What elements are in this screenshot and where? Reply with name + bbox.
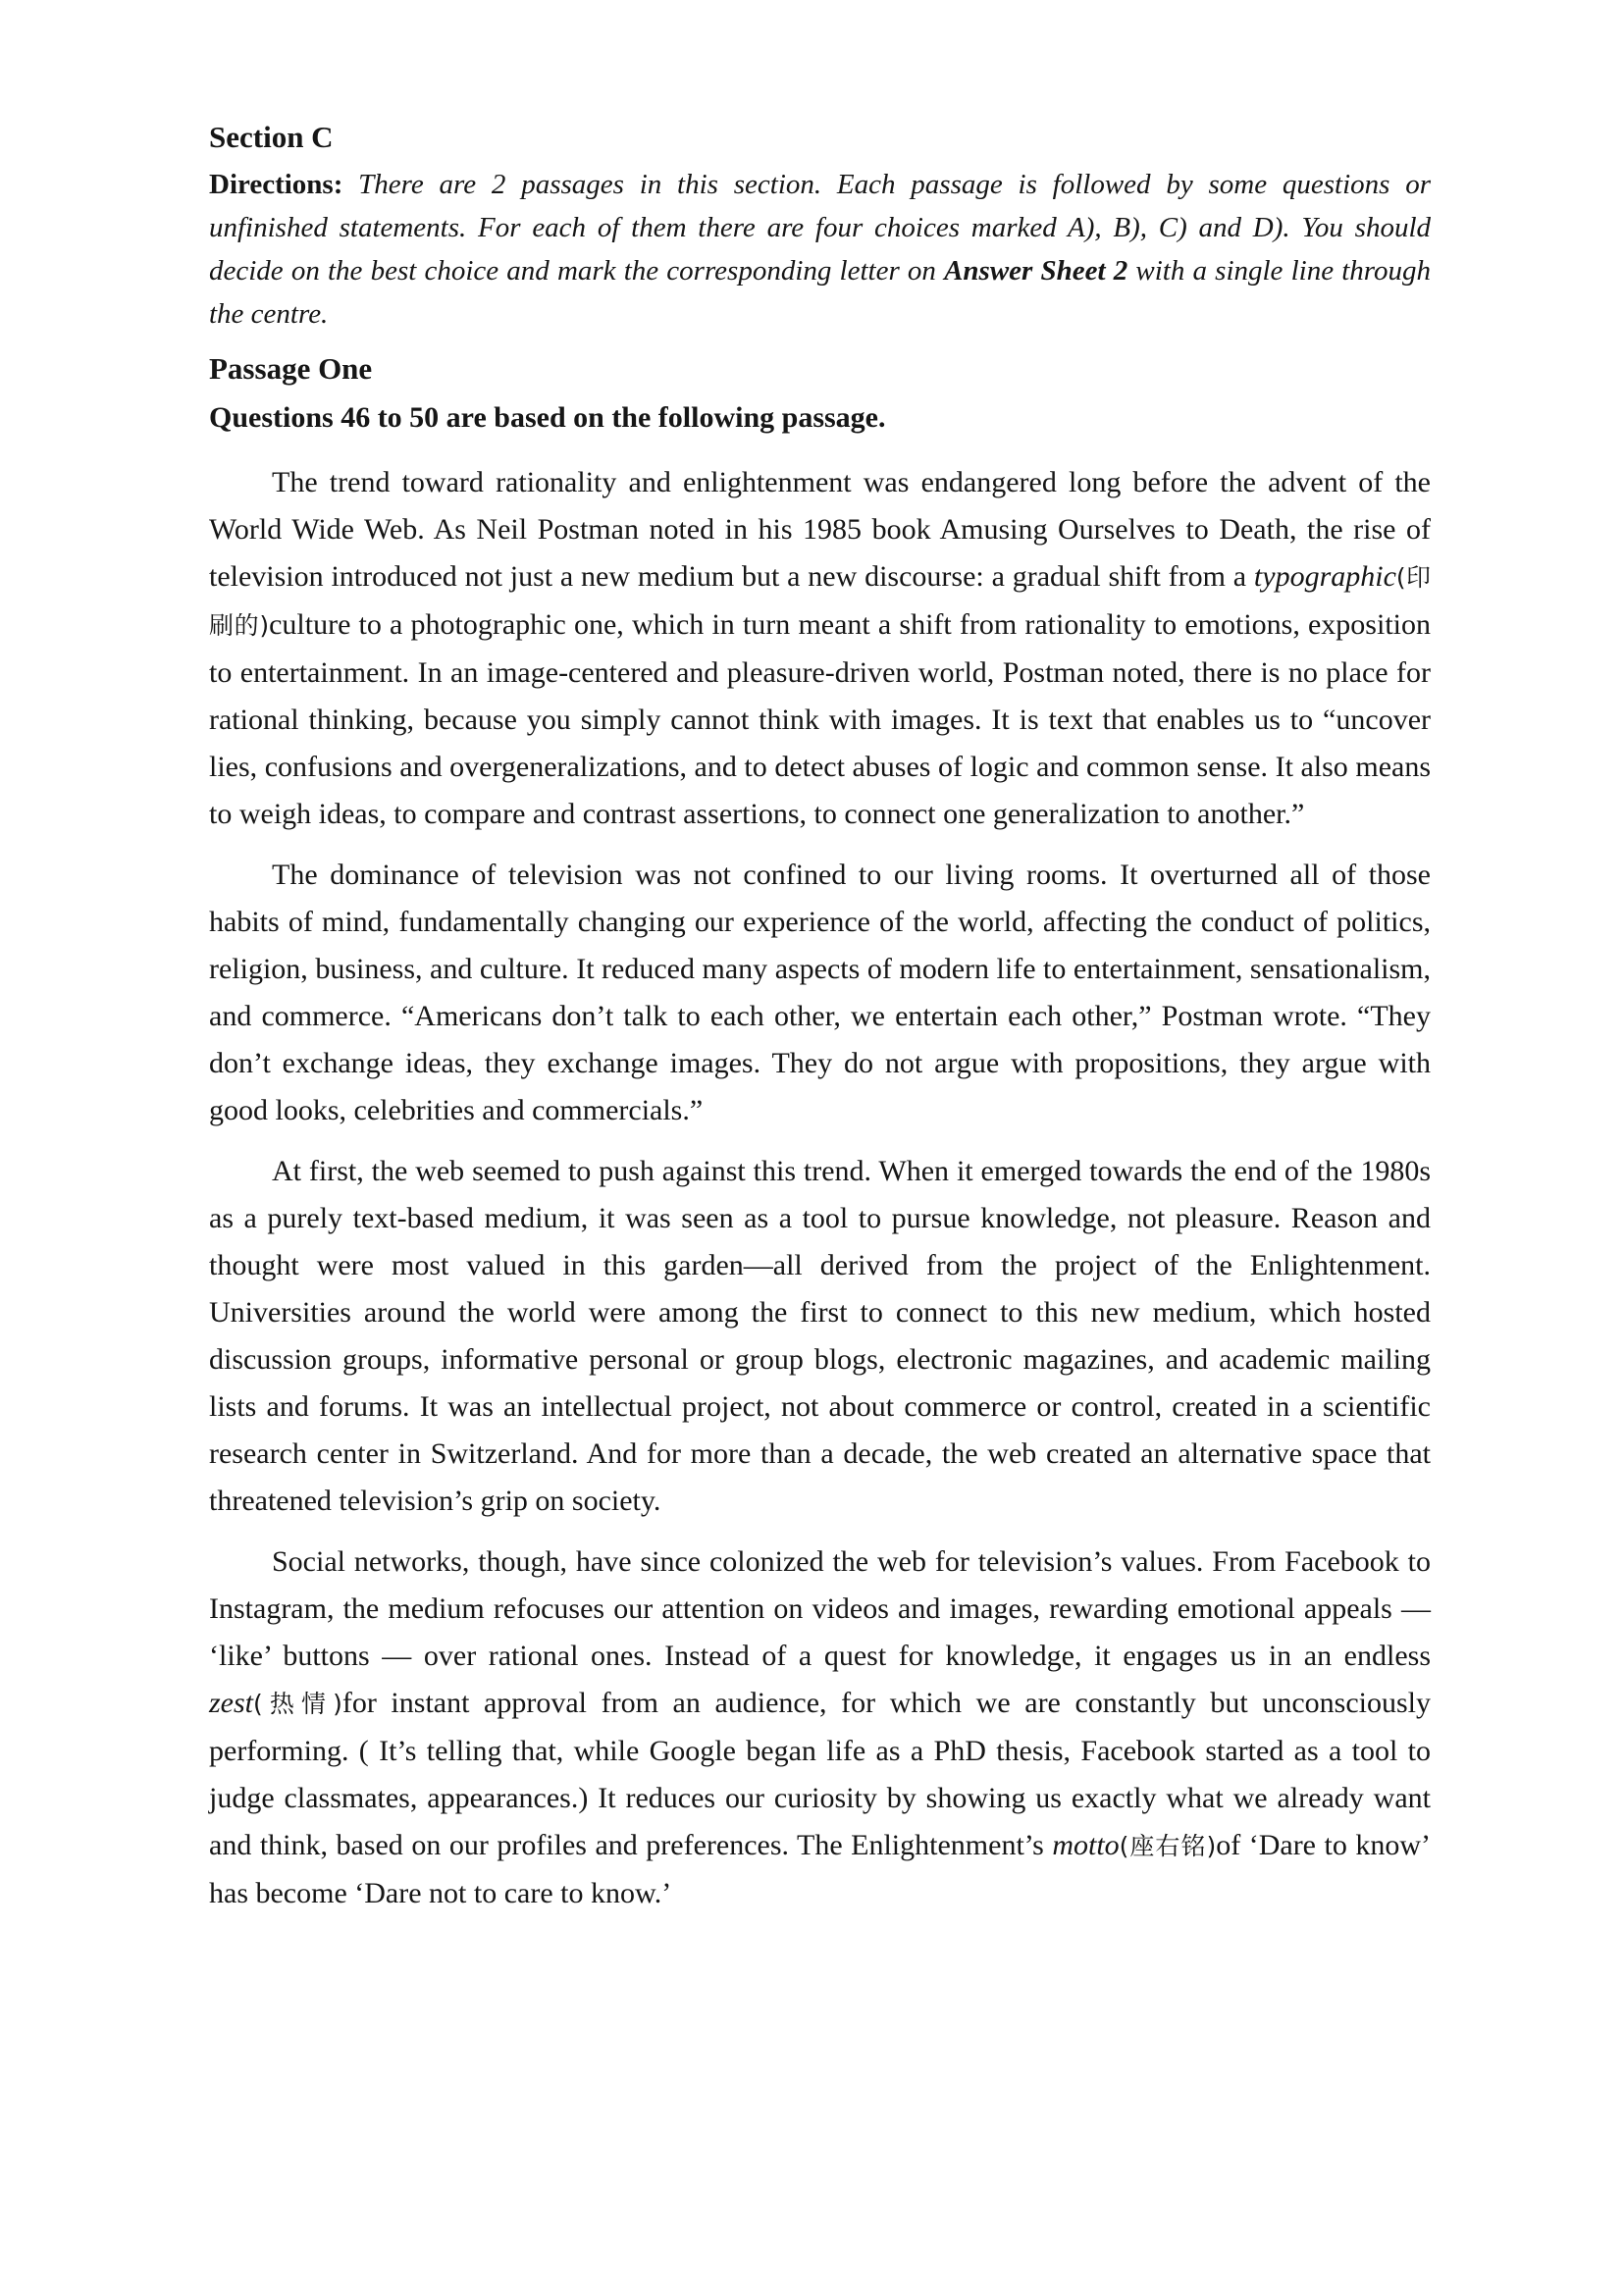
- directions-label: Directions:: [209, 169, 343, 200]
- directions-text-end: with a single line through the centre.: [209, 255, 1432, 330]
- paragraph-4-text-b: for instant approval from an audience, for which we are constantly but unconsciously performing. ( It’s telling that, while Google began life as a PhD thesis, Facebook started as a tool to judge classmates, appearances.) It reduces our curiosity by showing us exactly what we already want and think, based on our profiles and preferences. The Enlightenment’s: [209, 1687, 1431, 1861]
- paragraph-1: [209, 459, 1431, 838]
- directions: [209, 163, 1431, 336]
- paragraph-4-text-a: Social networks, though, have since colonized the web for television’s values. From Facebook to Instagram, the medium refocuses our attention on videos and images, rewarding emotional appeals — ‘like’ buttons — over rational ones. Instead of a quest for knowledge, it engages us in an endless: [209, 1545, 1431, 1672]
- term-typographic: typographic: [1253, 560, 1396, 593]
- gloss-typographic: (印刷的): [209, 563, 1431, 640]
- questions-range: Questions 46 to 50 are based on the following passage.: [209, 401, 886, 434]
- directions-text: There are 2 passages in this section. Each passage is followed by some questions or unfinished statements. For each of them there are four choices marked A), B), C) and D). You should decide on the best choice and mark the corresponding letter on: [209, 169, 1431, 287]
- paragraph-4-text-c: of ‘Dare to know’ has become ‘Dare not to care to know.’: [209, 1829, 1432, 1909]
- paragraph-4: [209, 1539, 1431, 1917]
- paragraph-3: At first, the web seemed to push against this trend. When it emerged towards the end of the 1980s as a purely text-based medium, it was seen as a tool to pursue knowledge, not pleasure. Reason and thought were most valued in this garden—all derived from the project of the Enlightenment. Universities around the world were among the first to connect to this new medium, which hosted discussion groups, informative personal or group blogs, electronic magazines, and academic mailing lists and forums. It was an intellectual project, not about commerce or control, created in a scientific research center in Switzerland. And for more than a decade, the web created an alternative space that threatened television’s grip on society.: [209, 1155, 1431, 1517]
- gloss-motto: (座右铭): [1119, 1832, 1217, 1860]
- term-zest: zest: [209, 1687, 253, 1719]
- passage-title: Passage One: [209, 351, 373, 386]
- term-motto: motto: [1052, 1829, 1120, 1861]
- paragraph-2: The dominance of television was not confined to our living rooms. It overturned all of those habits of mind, fundamentally changing our experience of the world, affecting the conduct of politics, religion, business, and culture. It reduced many aspects of modern life to entertainment, sensationalism, and commerce. “Americans don’t talk to each other, we entertain each other,” Postman wrote. “They don’t exchange ideas, they exchange images. They do not argue with propositions, they argue with good looks, celebrities and commercials.”: [209, 859, 1431, 1126]
- exam-page: [209, 116, 1431, 1931]
- gloss-zest: (热情): [253, 1690, 342, 1718]
- paragraph-1-text-a: The trend toward rationality and enlightenment was endangered long before the advent of the World Wide Web. As Neil Postman noted in his 1985 book Amusing Ourselves to Death, the rise of television introduced not just a new medium but a new discourse: a gradual shift from a: [209, 466, 1431, 593]
- section-title: Section C: [209, 120, 334, 154]
- answer-sheet-label: Answer Sheet 2: [944, 255, 1128, 287]
- paragraph-1-text-b: culture to a photographic one, which in turn meant a shift from rationality to emotions, exposition to entertainment. In an image-centered and pleasure-driven world, Postman noted, there is no place for rational thinking, because you simply cannot think with images. It is text that enables us to “uncover lies, confusions and overgeneralizations, and to detect abuses of logic and common sense. It also means to weigh ideas, to compare and contrast assertions, to connect one generalization to another.”: [209, 608, 1431, 830]
